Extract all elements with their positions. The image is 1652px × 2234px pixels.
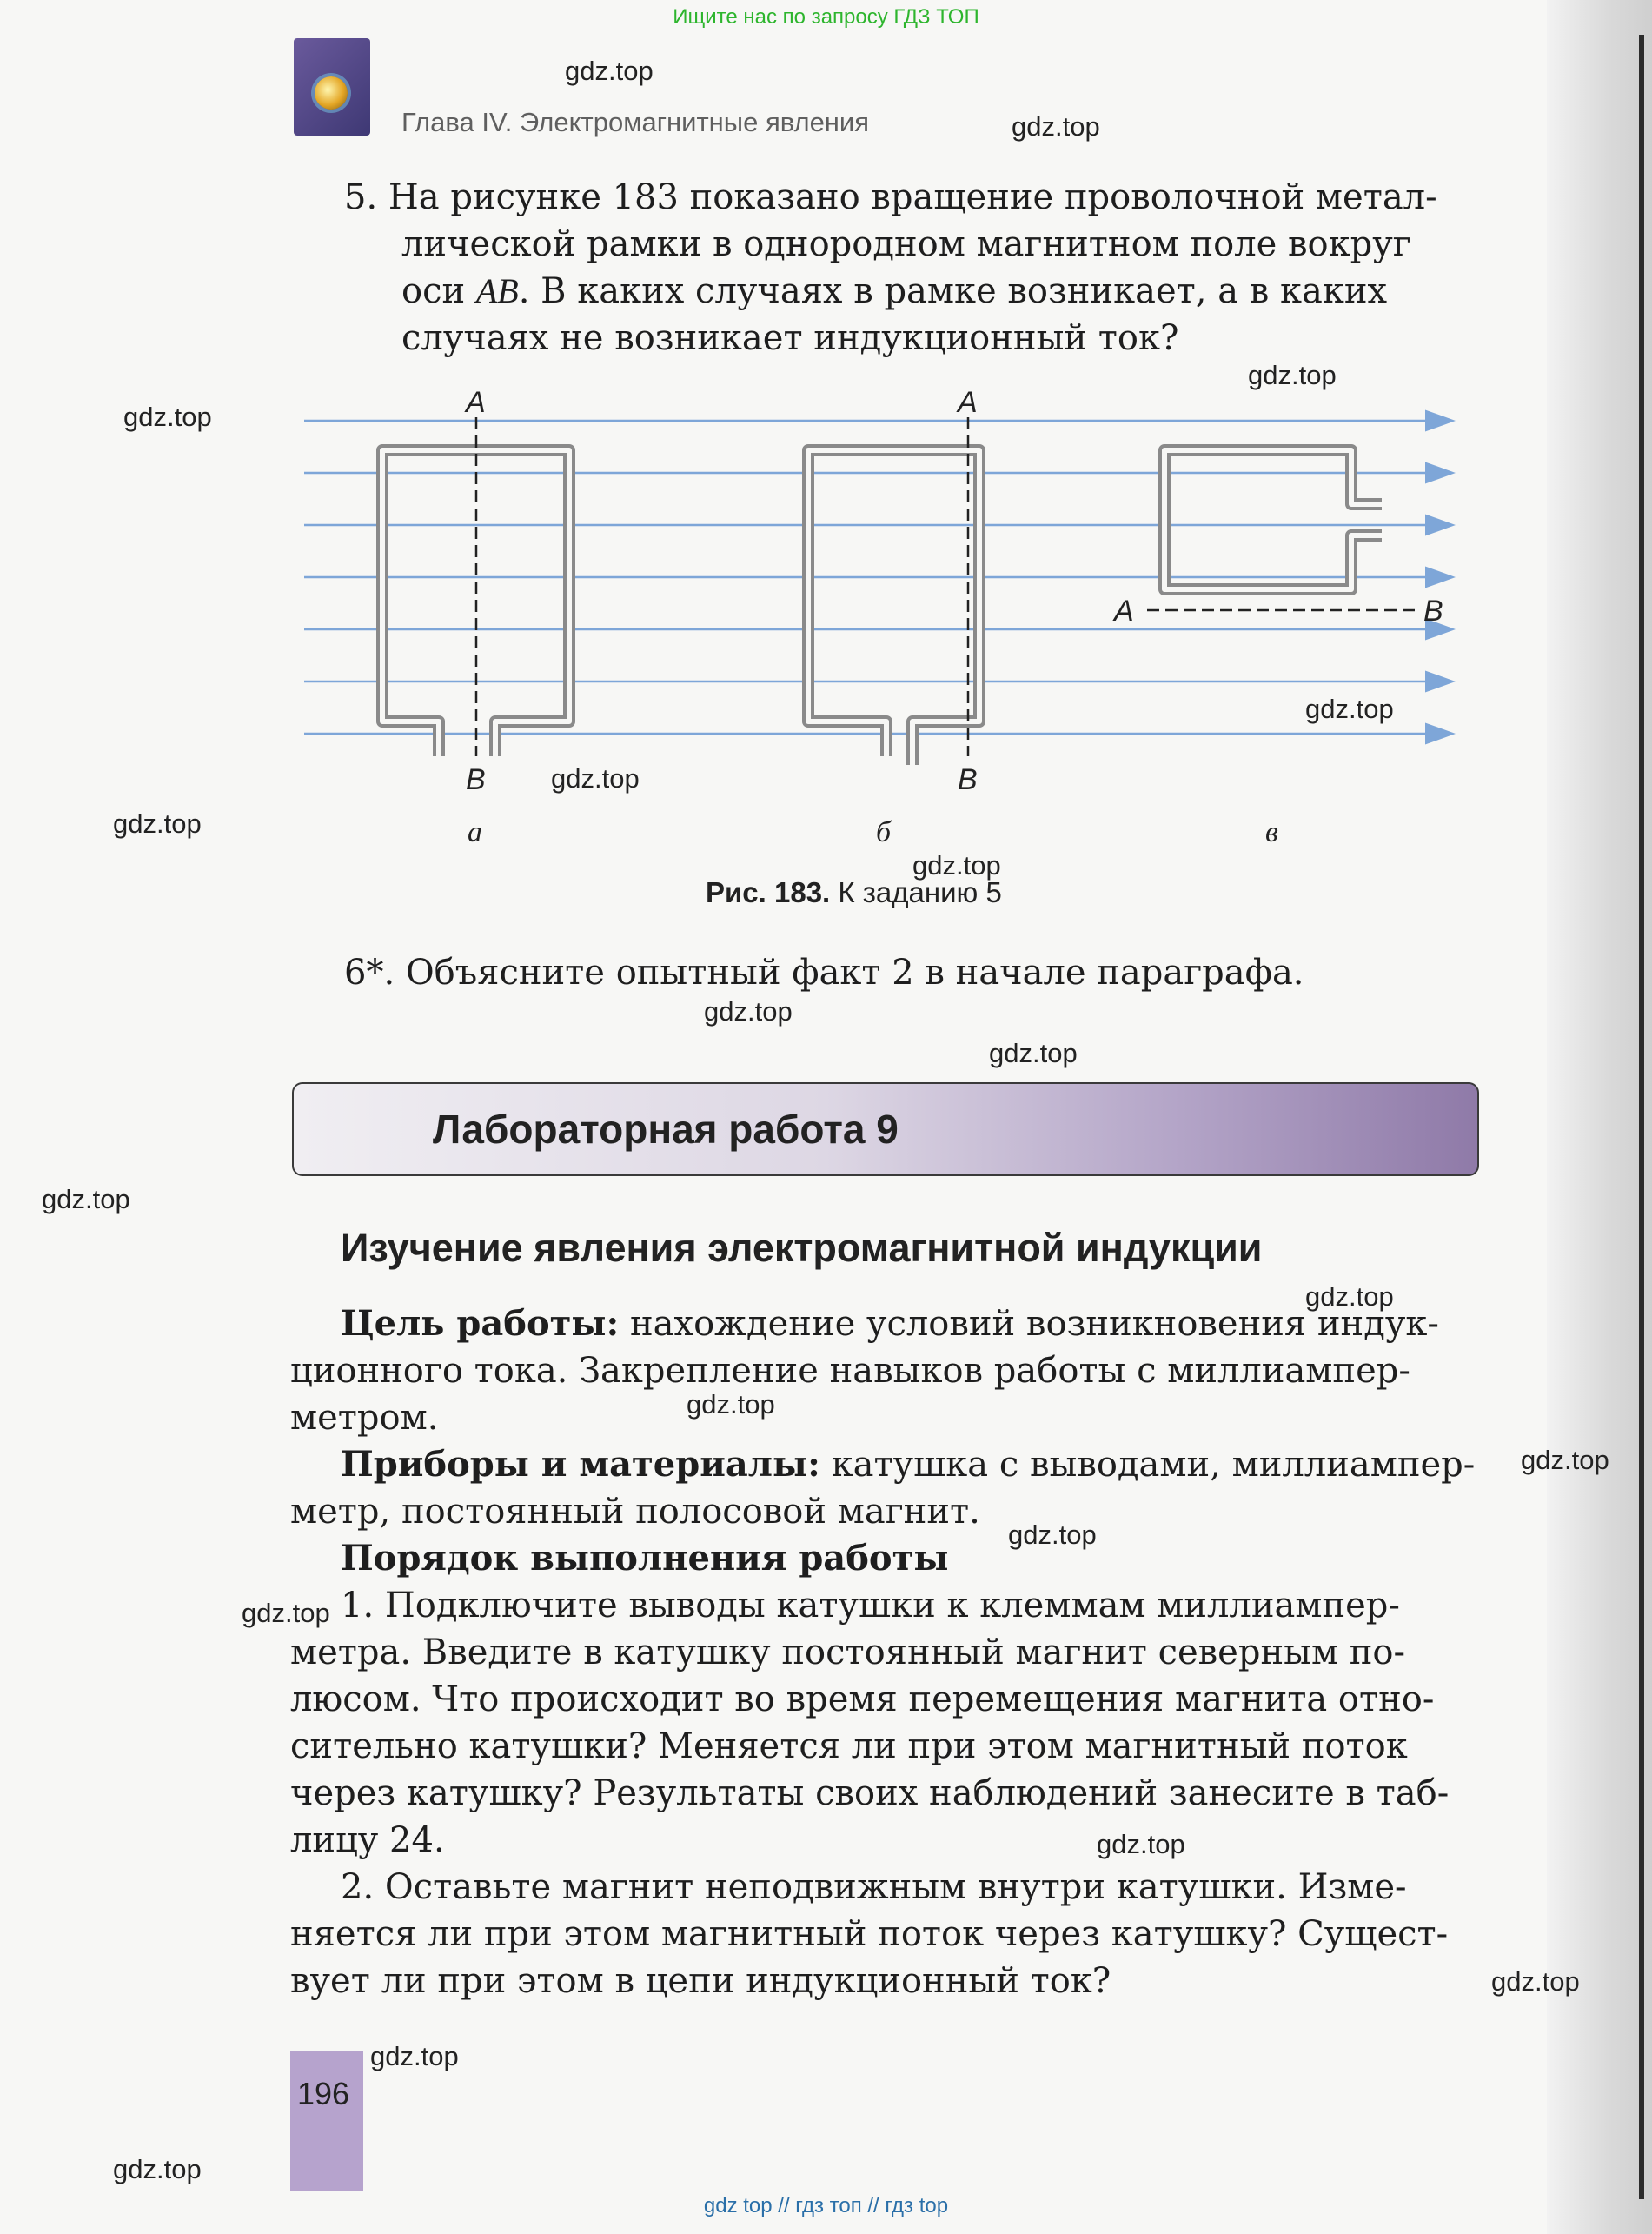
watermark: gdz.top [704, 996, 793, 1027]
materials-line2: метр, постоянный полосовой магнит. [290, 1492, 980, 1532]
page-number-tab [290, 2051, 363, 2191]
step1-line: через катушку? Результаты своих наблюдений занесите в таб- [290, 1773, 1450, 1813]
procedure-heading: Порядок выполнения работы [341, 1538, 949, 1579]
watermark: gdz.top [242, 1598, 330, 1628]
step2-line: 2. Оставьте магнит неподвижным внутри катушки. Изме- [341, 1867, 1407, 1907]
goal-label: Цель работы: [341, 1303, 620, 1344]
task5-number: 5. [344, 177, 378, 217]
task5-line2: лической рамки в однородном магнитном поле вокруг [401, 224, 1411, 264]
watermark: gdz.top [42, 1184, 130, 1214]
page-gutter-shadow [1547, 0, 1652, 2234]
footer-links[interactable]: gdz top // гдз топ // гдз top [703, 2194, 949, 2217]
goal-line1: Цель работы: нахождение условий возникновения индук- [341, 1303, 1439, 1344]
axis-label: AB [475, 271, 519, 310]
label-c-left: A [1114, 595, 1134, 628]
goal-line2: ционного тока. Закрепление навыков работы с миллиампер- [290, 1351, 1410, 1391]
watermark: gdz.top [989, 1038, 1078, 1068]
figure-caption [706, 876, 1002, 909]
watermark: gdz.top [565, 56, 654, 86]
watermark: gdz.top [1248, 360, 1337, 390]
magnetic-field-lines [304, 421, 1451, 734]
task5-line1 [344, 174, 1437, 221]
page-edge [1639, 35, 1644, 2199]
step1-line: люсом. Что происходит во время перемещения магнита отно- [290, 1679, 1435, 1719]
materials-label: Приборы и материалы: [341, 1444, 820, 1485]
watermark: gdz.top [1491, 1966, 1580, 1997]
step1-line: 1. Подключите выводы катушки к клеммам миллиампер- [341, 1586, 1400, 1626]
chapter-icon [294, 38, 370, 136]
materials-line1: Приборы и материалы: катушка с выводами, миллиампер- [341, 1444, 1476, 1485]
page-number: 196 [297, 2076, 350, 2111]
caption-number: Рис. 183. [706, 876, 831, 908]
frame-b [808, 450, 979, 765]
globe-icon [315, 76, 348, 110]
step1-line: лицу 24. [290, 1820, 445, 1860]
task6 [344, 949, 1304, 996]
task5-text: На рисунке 183 показано вращение проволочной метал- [388, 177, 1437, 217]
task6-text: Объясните опытный факт 2 в начале параграфа. [405, 953, 1304, 993]
top-banner[interactable]: Ищите нас по запросу ГДЗ ТОП [673, 5, 979, 29]
label-c-right: B [1423, 595, 1443, 628]
frame-c [1164, 450, 1382, 589]
label-b-top: A [958, 386, 978, 419]
sub-label-c: в [1265, 816, 1278, 848]
watermark: gdz.top [113, 2154, 202, 2184]
watermark: gdz.top [1097, 1829, 1185, 1859]
label-a-bottom: B [466, 763, 486, 796]
watermark: gdz.top [123, 402, 212, 432]
label-b-bottom: B [958, 763, 978, 796]
watermark: gdz.top [1305, 694, 1394, 724]
goal-line3: метром. [290, 1398, 439, 1438]
task6-number: 6*. [344, 953, 395, 993]
watermark: gdz.top [370, 2041, 459, 2071]
sub-label-b: б [876, 816, 892, 848]
watermark: gdz.top [687, 1389, 775, 1420]
label-a-top: A [466, 386, 486, 419]
watermark: gdz.top [1521, 1445, 1609, 1475]
step1-line: сительно катушки? Меняется ли при этом магнитный поток [290, 1726, 1408, 1766]
watermark: gdz.top [1012, 111, 1100, 142]
watermark: gdz.top [1305, 1281, 1394, 1312]
figure-183 [295, 382, 1477, 869]
step2-line: вует ли при этом в цепи индукционный ток? [290, 1961, 1111, 2001]
chapter-title: Глава IV. Электромагнитные явления [401, 107, 870, 137]
watermark: gdz.top [1008, 1519, 1097, 1550]
task5-line3: оси AB. В каких случаях в рамке возникает, а в каких [401, 271, 1388, 311]
lab-title: Лабораторная работа 9 [433, 1107, 899, 1152]
watermark: gdz.top [551, 763, 640, 794]
caption-text: К заданию 5 [830, 876, 1002, 908]
watermark: gdz.top [113, 808, 202, 839]
step2-line: няется ли при этом магнитный поток через катушку? Сущест- [290, 1914, 1449, 1954]
watermark: gdz.top [912, 850, 1001, 881]
lab-subtitle: Изучение явления электромагнитной индукции [341, 1226, 1263, 1270]
step1-line: метра. Введите в катушку постоянный магнит северным по- [290, 1632, 1406, 1672]
sub-label-a: а [468, 816, 482, 848]
task5-line4: случаях не возникает индукционный ток? [401, 318, 1179, 358]
